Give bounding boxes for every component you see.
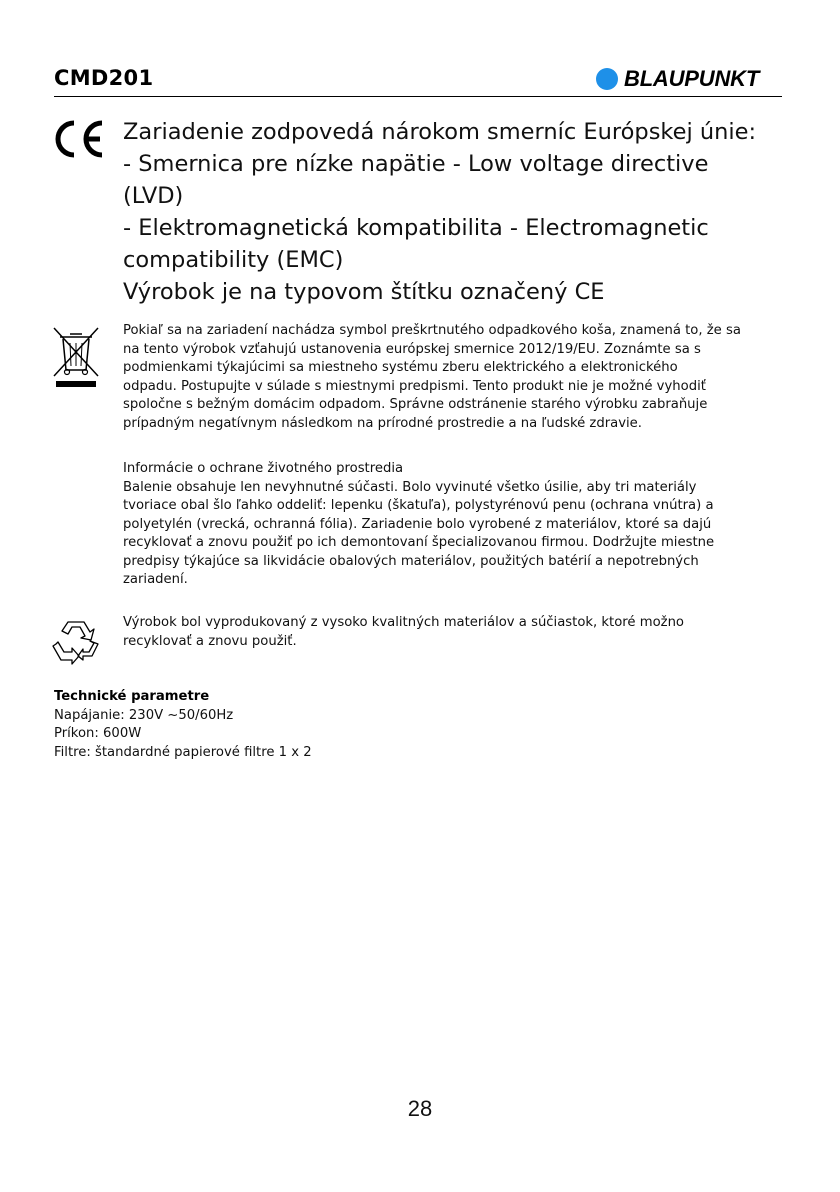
- ce-line: compatibility (EMC): [123, 247, 344, 273]
- ce-declaration: [123, 116, 803, 308]
- environment-line: Balenie obsahuje len nevyhnutné súčasti. Bolo vyvinuté všetko úsilie, aby tri materiály: [123, 479, 697, 495]
- tech-line: Filtre: štandardné papierové filtre 1 x 2: [54, 744, 312, 760]
- weee-line: odpadu. Postupujte v súlade s miestnymi predpismi. Tento produkt nie je možné vyhodiť: [123, 378, 706, 394]
- model-name: CMD201: [54, 66, 154, 90]
- weee-line: prípadným negatívnym následkom na prírodné prostredie a na ľudské zdravie.: [123, 415, 642, 431]
- weee-paragraph: [123, 322, 793, 433]
- ce-line: Výrobok je na typovom štítku označený CE: [123, 279, 605, 305]
- brand-logo: [596, 66, 759, 92]
- environment-line: recyklovať a znovu použiť po ich demontovaní špecializovanou firmou. Dodržujte miestne: [123, 535, 715, 550]
- environment-line: Informácie o ochrane životného prostredia: [123, 461, 404, 476]
- weee-line: Pokiaľ sa na zariadení nachádza symbol preškrtnutého odpadkového koša, znamená to, že sa: [123, 323, 741, 338]
- environment-line: polyetylén (vrecká, ochranná fólia). Zariadenie bolo vyrobené z materiálov, ktoré sa dajú: [123, 516, 712, 532]
- recycle-line: Výrobok bol vyprodukovaný z vysoko kvalitných materiálov a súčiastok, ktoré možno: [123, 615, 685, 630]
- environment-line: predpisy týkajúce sa likvidácie obalových materiálov, použitých batérií a nepotrebných: [123, 553, 699, 569]
- environment-paragraph: [123, 460, 793, 590]
- recycle-line: recyklovať a znovu použiť.: [123, 633, 297, 649]
- ce-mark-icon: [52, 118, 106, 160]
- ce-line: - Elektromagnetická kompatibilita - Electromagnetic: [123, 215, 709, 241]
- recycle-paragraph: [123, 614, 793, 651]
- crossed-bin-icon: [50, 322, 102, 388]
- weee-line: spoločne s bežným domácim odpadom. Správne odstránenie starého výrobku zabraňuje: [123, 397, 708, 412]
- weee-line: podmienkami týkajúcimi sa miestneho systému zberu elektrického a elektronického: [123, 360, 678, 375]
- page-number: 28: [407, 1096, 433, 1121]
- technical-parameters: [54, 688, 312, 762]
- ce-line: (LVD): [123, 183, 184, 209]
- ce-line: - Smernica pre nízke napätie - Low voltage directive: [123, 151, 709, 177]
- brand-name: BLAUPUNKT: [624, 66, 760, 91]
- tech-line: Príkon: 600W: [54, 726, 142, 741]
- brand-dot-icon: [596, 68, 618, 90]
- tech-heading: Technické parametre: [54, 689, 210, 704]
- tech-line: Napájanie: 230V ~50/60Hz: [54, 707, 234, 723]
- ce-line: Zariadenie zodpovedá nárokom smerníc Európskej únie:: [123, 119, 757, 145]
- weee-line: na tento výrobok vzťahujú ustanovenia európskej smernice 2012/19/EU. Zoznámte sa s: [123, 341, 701, 357]
- environment-line: tvoriace obal šlo ľahko oddeliť: lepenku (škatuľa), polystyrénovú penu (ochrana vnútra) a: [123, 498, 714, 513]
- recycle-icon: [52, 616, 100, 666]
- environment-line: zariadení.: [123, 572, 188, 587]
- header-divider: [54, 96, 782, 97]
